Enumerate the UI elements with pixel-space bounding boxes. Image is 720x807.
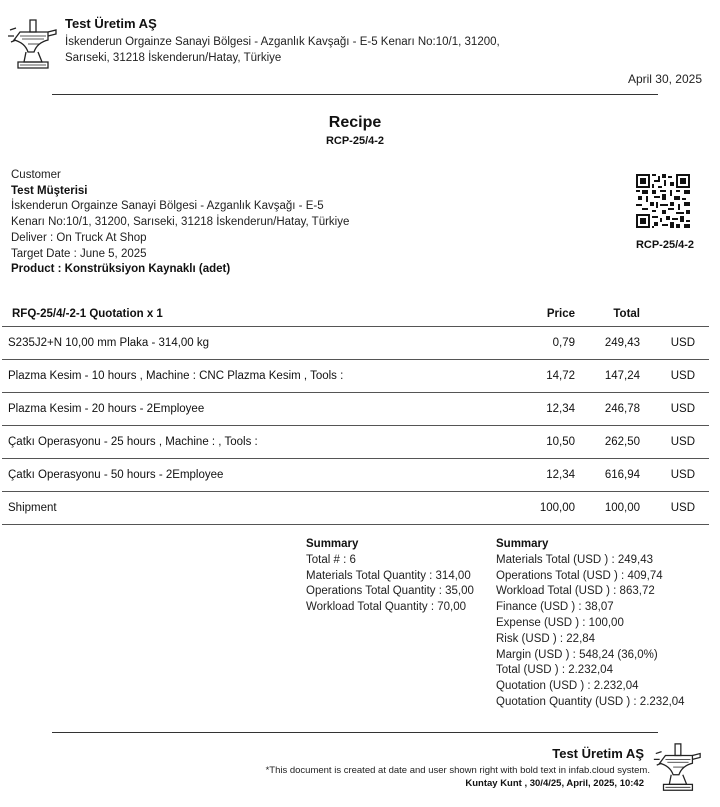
row-total: 147,24 — [575, 360, 640, 393]
row-total: 249,43 — [575, 327, 640, 360]
summary-totals — [496, 537, 685, 711]
items-table — [2, 302, 709, 525]
qr-code-label: RCP-25/4-2 — [635, 239, 695, 251]
summary-line: Risk (USD ) : 22,84 — [496, 632, 596, 645]
table-header-row — [2, 302, 709, 327]
row-price: 12,34 — [495, 459, 575, 492]
document-title: Recipe — [328, 114, 382, 131]
row-total: 262,50 — [575, 426, 640, 459]
target-date: Target Date : June 5, 2025 — [11, 247, 147, 260]
summary-line: Finance (USD ) : 38,07 — [496, 601, 614, 614]
customer-block — [11, 168, 349, 278]
footer-divider — [52, 732, 658, 733]
customer-address-line-2: Kenarı No:10/1, 31200, Sarıseki, 31218 İskenderun/Hatay, Türkiye — [11, 216, 350, 229]
row-currency: USD — [640, 327, 709, 360]
summary-line: Materials Total Quantity : 314,00 — [306, 569, 471, 582]
header-price: Price — [495, 302, 575, 327]
customer-name: Test Müşterisi — [11, 184, 88, 197]
header-currency — [640, 302, 709, 327]
row-price: 100,00 — [495, 492, 575, 525]
table-row — [2, 360, 709, 393]
footer-company-name: Test Üretim AŞ — [552, 746, 644, 761]
row-price: 10,50 — [495, 426, 575, 459]
qr-code-icon — [636, 174, 690, 228]
table-row — [2, 426, 709, 459]
company-address — [65, 34, 535, 66]
row-currency: USD — [640, 459, 709, 492]
company-address-line-1: İskenderun Orgainze Sanayi Bölgesi - Azganlık Kavşağı - E-5 Kenarı No:10/1, 31200, — [65, 36, 500, 48]
footer-user-stamp: Kuntay Kunt , 30/4/25, April, 2025, 10:42 — [465, 778, 644, 789]
document-code: RCP-25/4-2 — [325, 135, 385, 147]
summary-line: Operations Total Quantity : 35,00 — [306, 585, 474, 598]
row-currency: USD — [640, 393, 709, 426]
row-price: 0,79 — [495, 327, 575, 360]
company-address-line-2: Sarıseki, 31218 İskenderun/Hatay, Türkiye — [65, 52, 282, 64]
row-currency: USD — [640, 492, 709, 525]
footer-note: *This document is created at date and user shown right with bold text in infab.cloud system. — [265, 765, 650, 776]
anvil-logo-icon — [6, 18, 58, 74]
row-description: Çatkı Operasyonu - 50 hours - 2Employee — [2, 459, 495, 492]
customer-label: Customer — [11, 169, 61, 181]
customer-address-line-1: İskenderun Orgainze Sanayi Bölgesi - Azganlık Kavşağı - E-5 — [11, 200, 324, 213]
company-name: Test Üretim AŞ — [65, 16, 157, 31]
row-price: 14,72 — [495, 360, 575, 393]
summary-line: Total # : 6 — [306, 553, 356, 566]
table-row — [2, 393, 709, 426]
summary-line: Workload Total (USD ) : 863,72 — [496, 585, 655, 598]
row-description: Plazma Kesim - 20 hours - 2Employee — [2, 393, 495, 426]
row-description: Çatkı Operasyonu - 25 hours , Machine : , Tools : — [2, 426, 495, 459]
summary-line: Operations Total (USD ) : 409,74 — [496, 569, 663, 582]
row-total: 246,78 — [575, 393, 640, 426]
row-description: Shipment — [2, 492, 495, 525]
summary-heading: Summary — [306, 538, 359, 550]
row-currency: USD — [640, 360, 709, 393]
product-info: Product : Konstrüksiyon Kaynaklı (adet) — [11, 263, 231, 276]
summary-line: Quotation (USD ) : 2.232,04 — [496, 680, 639, 693]
table-row — [2, 492, 709, 525]
document-date: April 30, 2025 — [627, 72, 702, 86]
summary-line: Workload Total Quantity : 70,00 — [306, 601, 467, 614]
summary-quantities — [306, 537, 474, 616]
row-price: 12,34 — [495, 393, 575, 426]
summary-line: Quotation Quantity (USD ) : 2.232,04 — [496, 695, 685, 708]
summary-line: Materials Total (USD ) : 249,43 — [496, 553, 654, 566]
header-total: Total — [575, 302, 640, 327]
row-description: Plazma Kesim - 10 hours , Machine : CNC Plazma Kesim , Tools : — [2, 360, 495, 393]
table-row — [2, 459, 709, 492]
row-total: 100,00 — [575, 492, 640, 525]
summary-line: Margin (USD ) : 548,24 (36,0%) — [496, 648, 658, 661]
summary-line: Expense (USD ) : 100,00 — [496, 616, 624, 629]
deliver-info: Deliver : On Truck At Shop — [11, 231, 147, 244]
header-divider — [52, 94, 658, 95]
row-description: S235J2+N 10,00 mm Plaka - 314,00 kg — [2, 327, 495, 360]
summary-heading: Summary — [496, 538, 549, 550]
row-currency: USD — [640, 426, 709, 459]
anvil-logo-icon — [651, 742, 703, 796]
header-reference: RFQ-25/4/-2-1 Quotation x 1 — [2, 302, 495, 327]
summary-line: Total (USD ) : 2.232,04 — [496, 664, 613, 677]
table-row — [2, 327, 709, 360]
row-total: 616,94 — [575, 459, 640, 492]
